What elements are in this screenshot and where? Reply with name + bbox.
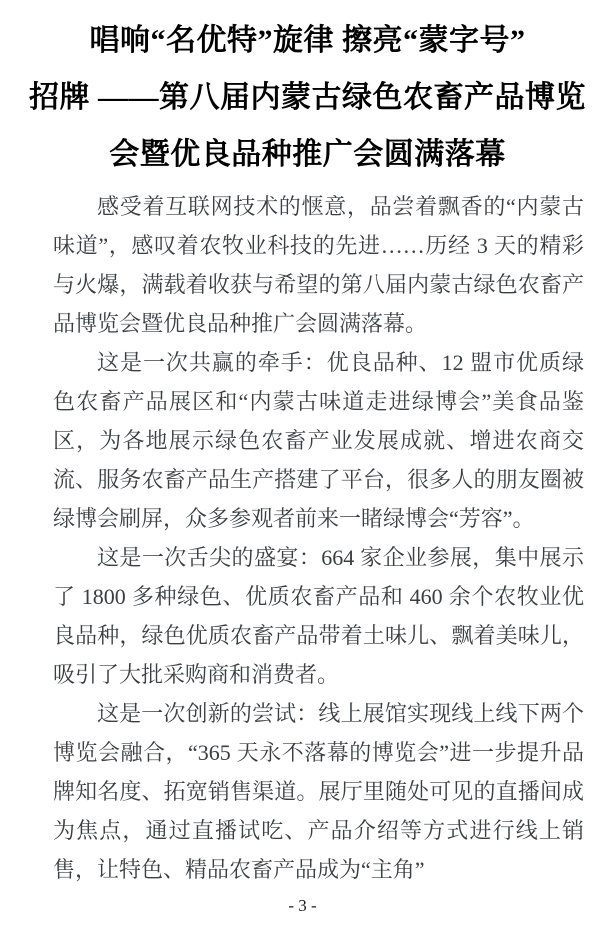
document-body bbox=[53, 187, 584, 889]
paragraph-2: 这是一次共赢的牵手：优良品种、12 盟市优质绿色农畜产品展区和“内蒙古味道走进绿博会”美食品鉴区，为各地展示绿色农畜产业发展成就、增进农商交流、服务农畜产品生产搭建了平台，很多人的朋友圈被绿博会刷屏，众多参观者前来一睹绿博会“芳容”。 bbox=[53, 350, 584, 531]
paragraph-3: 这是一次舌尖的盛宴：664 家企业参展，集中展示了 1800 多种绿色、优质农畜产品和 460 余个农牧业优良品种，绿色优质农畜产品带着土味儿、飘着美味儿，吸引了大批采购商和消费者。 bbox=[53, 545, 584, 687]
page-number: - 3 - bbox=[288, 896, 317, 915]
title-line-2: 招牌 ——第八届内蒙古绿色农畜产品博览 bbox=[29, 81, 586, 114]
document-title bbox=[28, 12, 587, 183]
title-line-1: 唱响“名优特”旋律 擦亮“蒙字号” bbox=[89, 24, 526, 57]
paragraph-1: 感受着互联网技术的惬意，品尝着飘香的“内蒙古味道”，感叹着农牧业科技的先进……历经 3 天的精彩与火爆，满载着收获与希望的第八届内蒙古绿色农畜产品博览会暨优良品种推广会圆满落幕。 bbox=[53, 194, 584, 336]
title-line-3: 会暨优良品种推广会圆满落幕 bbox=[109, 138, 506, 171]
paragraph-4: 这是一次创新的尝试：线上展馆实现线上线下两个博览会融合，“365 天永不落幕的博览会”进一步提升品牌知名度、拓宽销售渠道。展厅里随处可见的直播间成为焦点，通过直播试吃、产品介绍等方式进行线上销售，让特色、精品农畜产品成为“主角” bbox=[53, 701, 584, 882]
